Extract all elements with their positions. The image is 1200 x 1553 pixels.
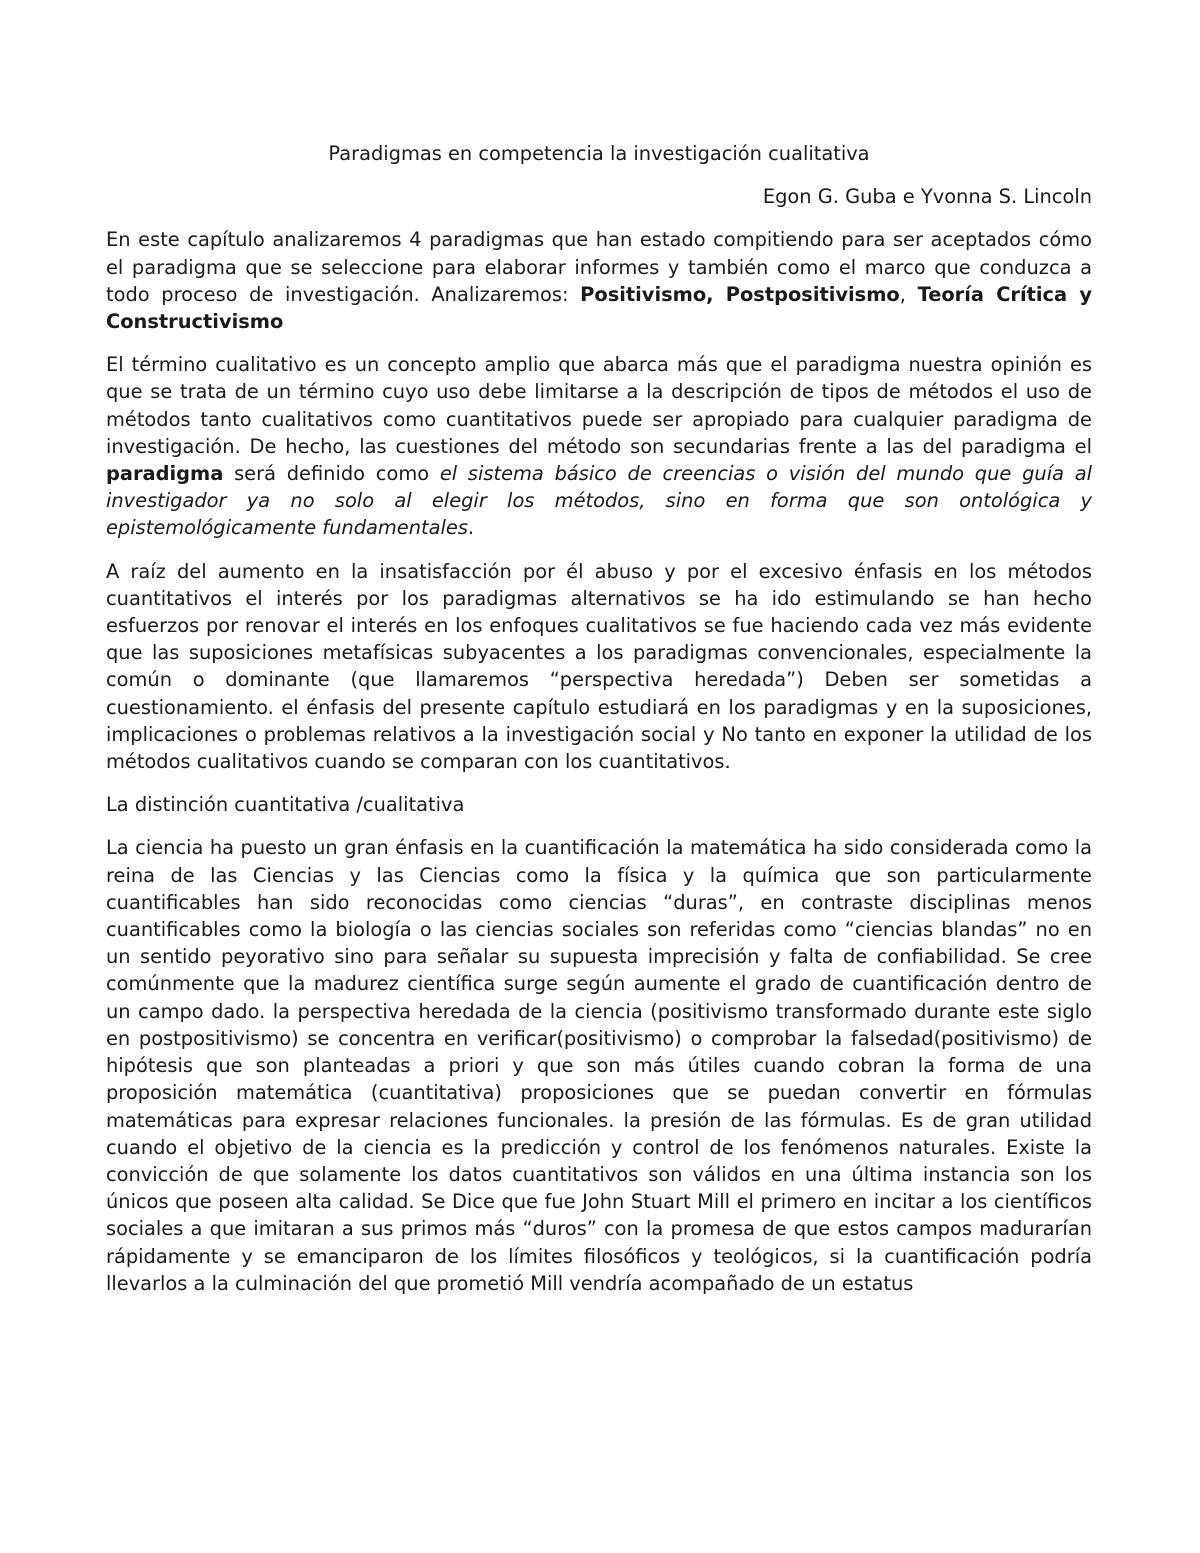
paragraph-qualitative-term-mid: será definido como — [223, 462, 440, 486]
paragraph-qualitative-term — [106, 351, 1092, 541]
paragraph-quantification: La ciencia ha puesto un gran énfasis en la cuantificación la matemática ha sido considerada como la reina de las Ciencias y las Ciencias como la física y la química que son particularmente cuantificables han sido reconocidas como ciencias “duras”, en contraste disciplinas menos cuantificables como la biología o las ciencias sociales son referidas como “ciencias blandas” no en un sentido peyorativo sino para señalar su supuesta imprecisión y falta de confiabilidad. Se cree comúnmente que la madurez científica surge según aumente el grado de cuantificación dentro de un campo dado. la perspectiva heredada de la ciencia (positivismo transformado durante este siglo en postpositivismo) se concentra en verificar(positivismo) o comprobar la falsedad(positivismo) de hipótesis que son planteadas a priori y que son más útiles cuando cobran la forma de una proposición matemática (cuantitativa) proposiciones que se puedan convertir en fórmulas matemáticas para expresar relaciones funcionales. la presión de las fórmulas. Es de gran utilidad cuando el objetivo de la ciencia es la predicción y control de los fenómenos naturales. Existe la convicción de que solamente los datos cuantitativos son válidos en una última instancia son los únicos que poseen alta calidad. Se Dice que fue John Stuart Mill el primero en incitar a los científicos sociales a que imitaran a sus primos más “duros” con la promesa de que estos campos madurarían rápidamente y se emanciparon de los límites filosóficos y teológicos, si la cuantificación podría llevarlos a la culminación del que prometió Mill vendría acompañado de un estatus — [106, 836, 1092, 1295]
paragraph-qualitative-term-end: . — [467, 516, 475, 540]
paragraph-dissatisfaction: A raíz del aumento en la insatisfacción por él abuso y por el excesivo énfasis en los métodos cuantitativos el interés por los paradigmas alternativos se ha ido estimulando se han hecho esfuerzos por renovar el interés en los enfoques cualitativos se fue haciendo cada vez más evidente que las suposiciones metafísicas subyacentes a los paradigmas convencionales, especialmente la común o dominante (que llamaremos “perspectiva heredada”) Deben ser sometidas a cuestionamiento. el énfasis del presente capítulo estudiará en los paradigmas y en la suposiciones, implicaciones o problemas relativos a la investigación social y No tanto en exponer la utilidad de los métodos cualitativos cuando se comparan con los cuantitativos. — [106, 559, 1092, 774]
document-authors: Egon G. Guba e Yvonna S. Lincoln — [762, 185, 1092, 209]
section-heading: La distinción cuantitativa /cualitativa — [106, 793, 465, 817]
paradigm-bold-word: paradigma — [106, 462, 224, 486]
document-title: Paradigmas en competencia la investigación cualitativa — [328, 142, 870, 165]
paradigm-list-separator: , — [899, 282, 918, 306]
paragraph-qualitative-term-text: El término cualitativo es un concepto amplio que abarca más que el paradigma nuestra opinión es que se trata de un término cuyo uso debe limitarse a la descripción de tipos de métodos el uso de métodos tanto cualitativos como cuantitativos puede ser apropiado para cualquier paradigma de investigación. De hecho, las cuestiones del método son secundarias frente a las del paradigma el — [106, 353, 1092, 458]
paradigm-list-bold-2: Teoría Crítica y Constructivismo — [106, 282, 1092, 334]
paragraph-intro-text: En este capítulo analizaremos 4 paradigmas que han estado compitiendo para ser aceptados cómo el paradigma que se seleccione para elaborar informes y también como el marco que conduzca a todo proceso de investigación. Analizaremos: — [106, 228, 1092, 306]
document-page — [106, 140, 1092, 1313]
paradigm-list-bold-1: Positivismo, Postpositivismo — [580, 282, 900, 306]
paradigm-definition-italic: el sistema básico de creencias o visión del mundo que guía al investigador ya no solo al elegir los métodos, sino en forma que son ontológica y epistemológicamente fundamentales — [106, 462, 1092, 540]
paragraph-intro — [106, 226, 1092, 335]
